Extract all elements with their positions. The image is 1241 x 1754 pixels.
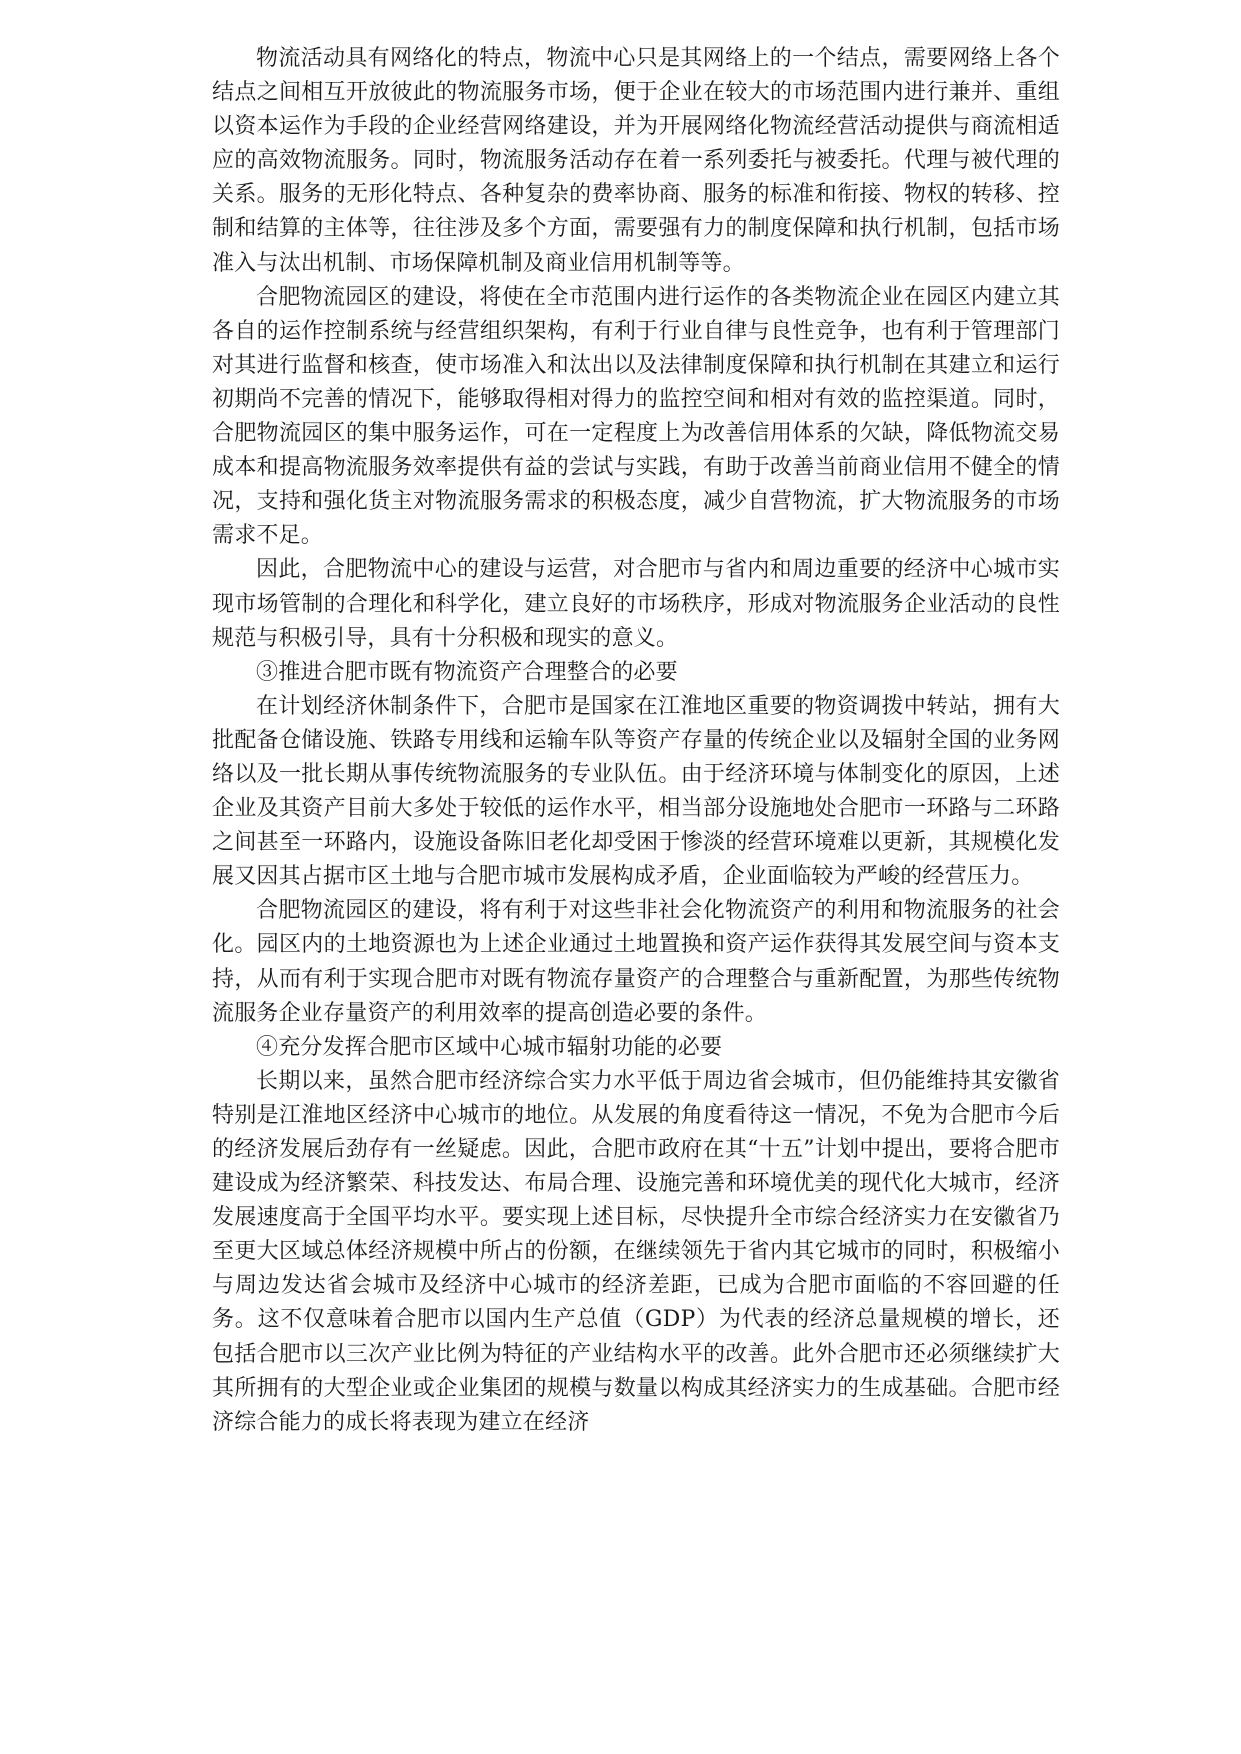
paragraph-regional-economy: 长期以来，虽然合肥市经济综合实力水平低于周边省会城市，但仍能维持其安徽省特别是江淮地区经济中心城市的地位。从发展的角度看待这一情况，不免为合肥市今后的经济发展后劲存有一丝疑虑。因此，合肥市政府在其“十五”计划中提出，要将合肥市建设成为经济繁荣、科技发达、布局合理、设施完善和环境优美的现代化大城市，经济发展速度高于全国平均水平。要实现上述目标，尽快提升全市综合经济实力在安徽省乃至更大区域总体经济规模中所占的份额，在继续领先于省内其它城市的同时，积极缩小与周边发达省会城市及经济中心城市的经济差距，已成为合肥市面临的不容回避的任务。这不仅意味着合肥市以国内生产总值（GDP）为代表的经济总量规模的增长，还包括合肥市以三次产业比例为特征的产业结构水平的改善。此外合肥市还必须继续扩大其所拥有的大型企业或企业集团的规模与数量以构成其经济实力的生成基础。合肥市经济综合能力的成长将表现为建立在经济 [212, 1068, 1060, 1435]
paragraph-conclusion-market-order: 因此，合肥物流中心的建设与运营，对合肥市与省内和周边重要的经济中心城市实现市场管制的合理化和科学化，建立良好的市场秩序，形成对物流服务企业活动的良性规范与积极引导，具有十分积极和现实的意义。 [212, 557, 1060, 651]
paragraph-park-construction-regulation: 合肥物流园区的建设，将使在全市范围内进行运作的各类物流企业在园区内建立其各自的运作控制系统与经营组织架构，有利于行业自律与良性竞争，也有利于管理部门对其进行监督和核查，使市场准入和汰出以及法律制度保障和执行机制在其建立和运行初期尚不完善的情况下，能够取得相对得力的监控空间和相对有效的监控渠道。同时，合肥物流园区的集中服务运作，可在一定程度上为改善信用体系的欠缺，降低物流交易成本和提高物流服务效率提供有益的尝试与实践，有助于改善当前商业信用不健全的情况，支持和强化货主对物流服务需求的积极态度，减少自营物流，扩大物流服务的市场需求不足。 [212, 284, 1060, 549]
document-body [212, 42, 1060, 1440]
paragraph-network-logistics: 物流活动具有网络化的特点，物流中心只是其网络上的一个结点，需要网络上各个结点之间相互开放彼此的物流服务市场，便于企业在较大的市场范围内进行兼并、重组以资本运作为手段的企业经营网络建设，并为开展网络化物流经营活动提供与商流相适应的高效物流服务。同时，物流服务活动存在着一系列委托与被委托。代理与被代理的关系。服务的无形化特点、各种复杂的费率协商、服务的标准和衔接、物权的转移、控制和结算的主体等，往往涉及多个方面，需要强有力的制度保障和执行机制，包括市场准入与汰出机制、市场保障机制及商业信用机制等等。 [212, 46, 1060, 276]
section-heading-regional-center: ④充分发挥合肥市区域中心城市辐射功能的必要 [256, 1034, 723, 1060]
paragraph-planned-economy-assets: 在计划经济休制条件下，合肥市是国家在江淮地区重要的物资调拨中转站，拥有大批配备仓储设施、铁路专用线和运输车队等资产存量的传统企业以及辐射全国的业务网络以及一批长期从事传统物流服务的专业队伍。由于经济环境与体制变化的原因，上述企业及其资产目前大多处于较低的运作水平，相当部分设施地处合肥市一环路与二环路之间甚至一环路内，设施设备陈旧老化却受困于惨淡的经营环境难以更新，其规模化发展又因其占据市区土地与合肥市城市发展构成矛盾，企业面临较为严峻的经营压力。 [212, 693, 1060, 890]
paragraph-park-asset-utilization: 合肥物流园区的建设，将有利于对这些非社会化物流资产的利用和物流服务的社会化。园区内的土地资源也为上述企业通过土地置换和资产运作获得其发展空间与资本支持，从而有利于实现合肥市对既有物流存量资产的合理整合与重新配置，为那些传统物流服务企业存量资产的利用效率的提高创造必要的条件。 [212, 898, 1060, 1026]
section-heading-asset-integration: ③推进合肥市既有物流资产合理整合的必要 [256, 659, 678, 685]
